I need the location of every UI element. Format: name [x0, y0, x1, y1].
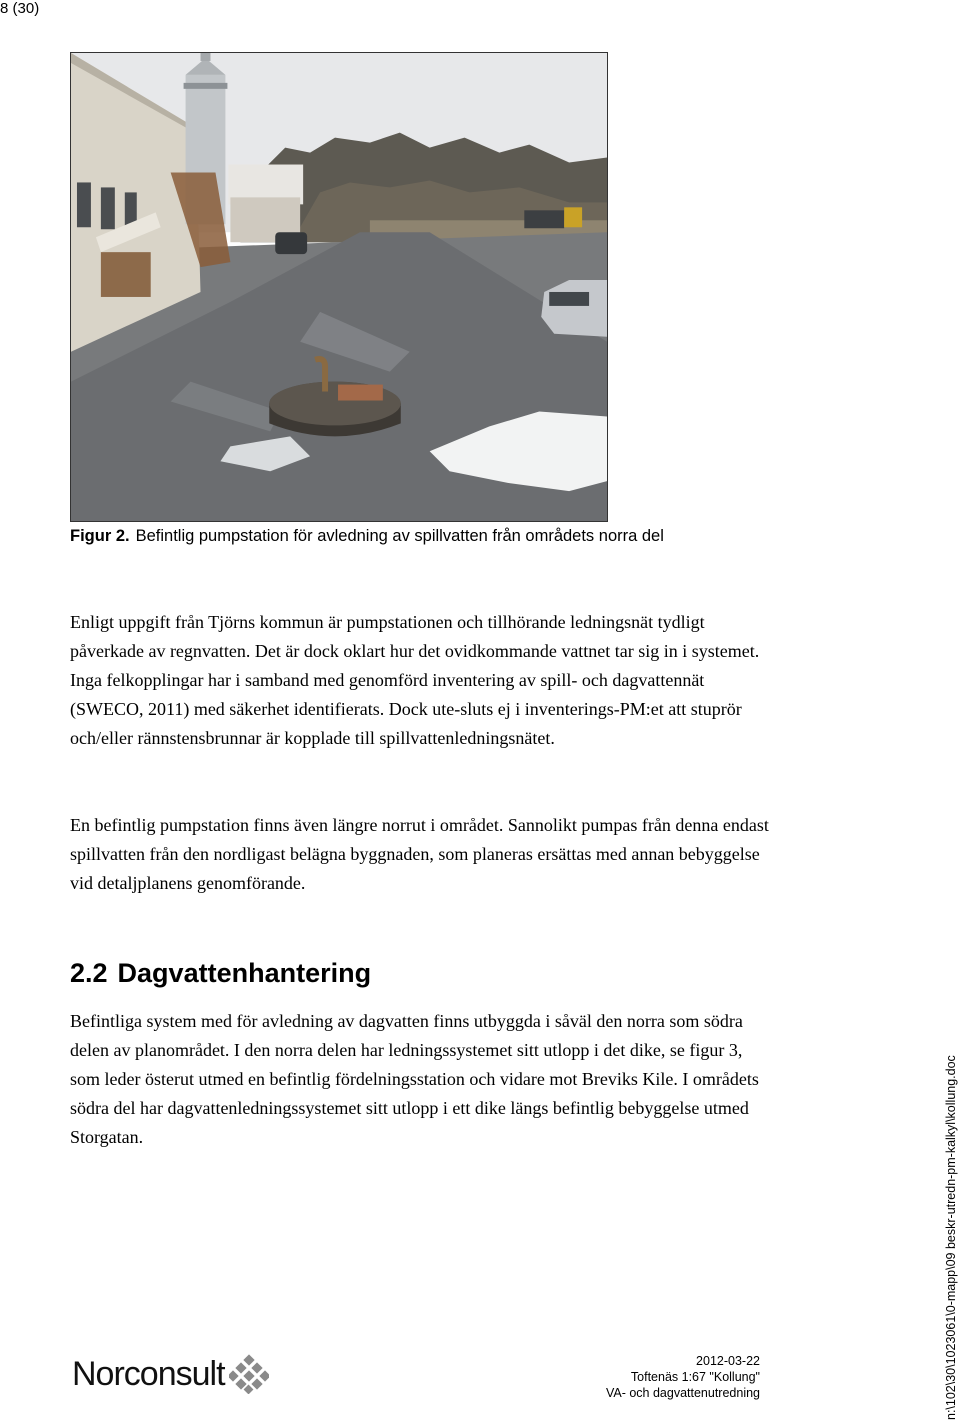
- paragraph-stormwater: Befintliga system med för avledning av dagvatten finns utbyggda i såväl den norra som södra delen av planområdet. I den norra delen har ledningssystemet sitt utlopp i det dike, se figur 3, som leder österut utmed en befintlig fördelningsstation och vidare mot Breviks Kile. I områdets södra del har dagvattenledningssystemet sitt utlopp i ett dike längs befintlig bebyggelse utmed Storgatan.: [70, 1011, 759, 1147]
- footer-date: 2012-03-22: [696, 1354, 760, 1368]
- paragraph-pumpstation-status: Enligt uppgift från Tjörns kommun är pumpstationen och tillhörande ledningsnät tydligt påverkade av regnvatten. Det är dock oklart hur det ovidkommande vattnet tar sig in i systemet. Inga felkopplingar har i samband med genomförd inventering av spill- och dagvattennät (SWECO, 2011) med säkerhet identifierats. Dock ute-sluts ej i inventerings-PM:et att stuprör och/eller rännstensbrunnar är kopplade till spillvattenledningsnätet.: [70, 612, 760, 748]
- page-number: 8 (30): [0, 0, 40, 17]
- footer-doc-title: VA- och dagvattenutredning: [605, 1386, 760, 1400]
- paragraph-northern-pumpstation: En befintlig pumpstation finns även längre norrut i området. Sannolikt pumpas från denna endast spillvatten från den nordligast belägna byggnaden, som planeras ersättas med annan bebyggelse vid detaljplanens genomförande.: [70, 815, 769, 893]
- footer-project: Toftenäs 1:67 "Kollung": [630, 1370, 760, 1384]
- section-number: 2.2: [70, 958, 108, 988]
- section-title: Dagvattenhantering: [117, 958, 372, 988]
- section-heading: [70, 958, 371, 989]
- figure-caption-text: Befintlig pumpstation för avledning av spillvatten från områdets norra del: [135, 527, 664, 545]
- file-path: n:\102\30\1023061\0-mapp\09 beskr-utredn-pm-kalkyl\kollung.doc: [944, 1055, 958, 1420]
- figure-photo: [70, 52, 608, 522]
- figure-label: Figur 2.: [70, 527, 130, 545]
- figure-caption: [70, 527, 664, 546]
- diamond-cluster-icon: [229, 1354, 269, 1394]
- footer-info: [606, 1353, 760, 1401]
- logo-wordmark: Norconsult: [72, 1354, 225, 1393]
- norconsult-logo: [72, 1354, 269, 1394]
